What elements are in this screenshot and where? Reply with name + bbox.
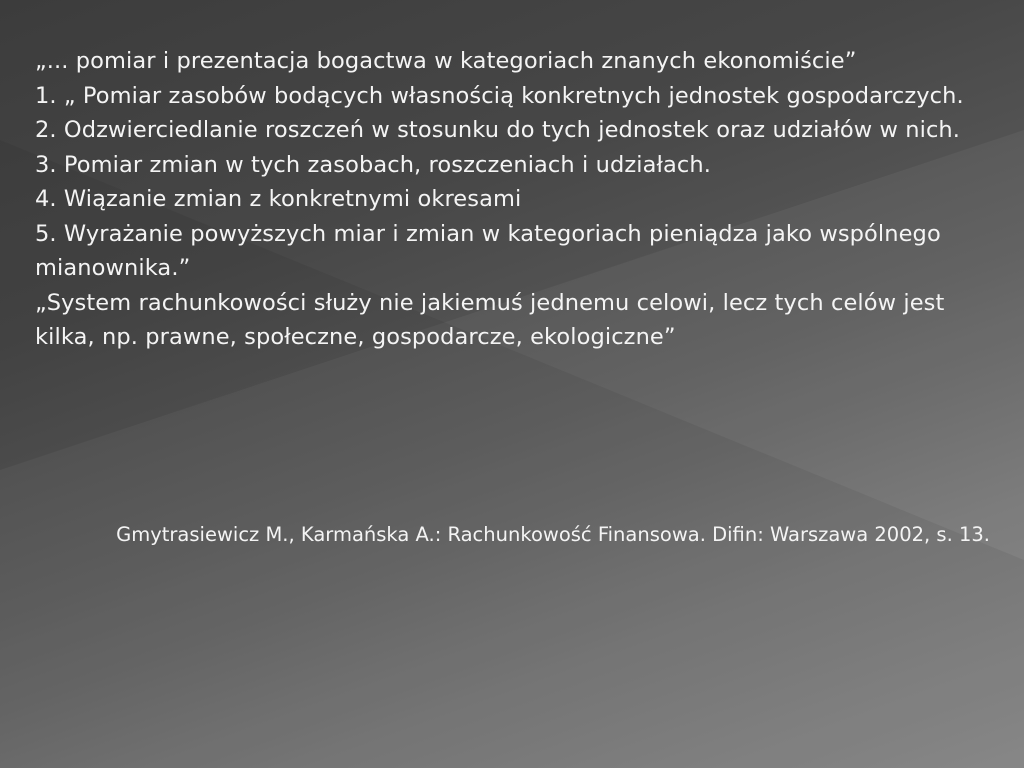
list-item-5: 5. Wyrażanie powyższych miar i zmian w kategoriach pieniądza jako wspólnego mianownika.” [35, 220, 949, 281]
list-item-3: 3. Pomiar zmian w tych zasobach, roszczeniach i udziałach. [35, 151, 711, 178]
list-item-2: 2. Odzwierciedlanie roszczeń w stosunku do tych jednostek oraz udziałów w nich. [35, 117, 961, 143]
quote-intro: „... pomiar i prezentacja bogactwa w kategoriach znanych ekonomiście” [35, 48, 857, 74]
citation: Gmytrasiewicz M., Karmańska A.: Rachunkowość Finansowa. Difin: Warszawa 2002, s. 13. [116, 523, 990, 546]
slide-body-text [35, 44, 985, 355]
list-item-4: 4. Wiązanie zmian z konkretnymi okresami [35, 186, 522, 212]
quote-system: „System rachunkowości służy nie jakiemuś jednemu celowi, lecz tych celów jest kilka, np. prawne, społeczne, gospodarcze, ekologiczne” [35, 289, 952, 350]
list-item-1: 1. „ Pomiar zasobów bodących własnością konkretnych jednostek gospodarczych. [35, 82, 964, 109]
